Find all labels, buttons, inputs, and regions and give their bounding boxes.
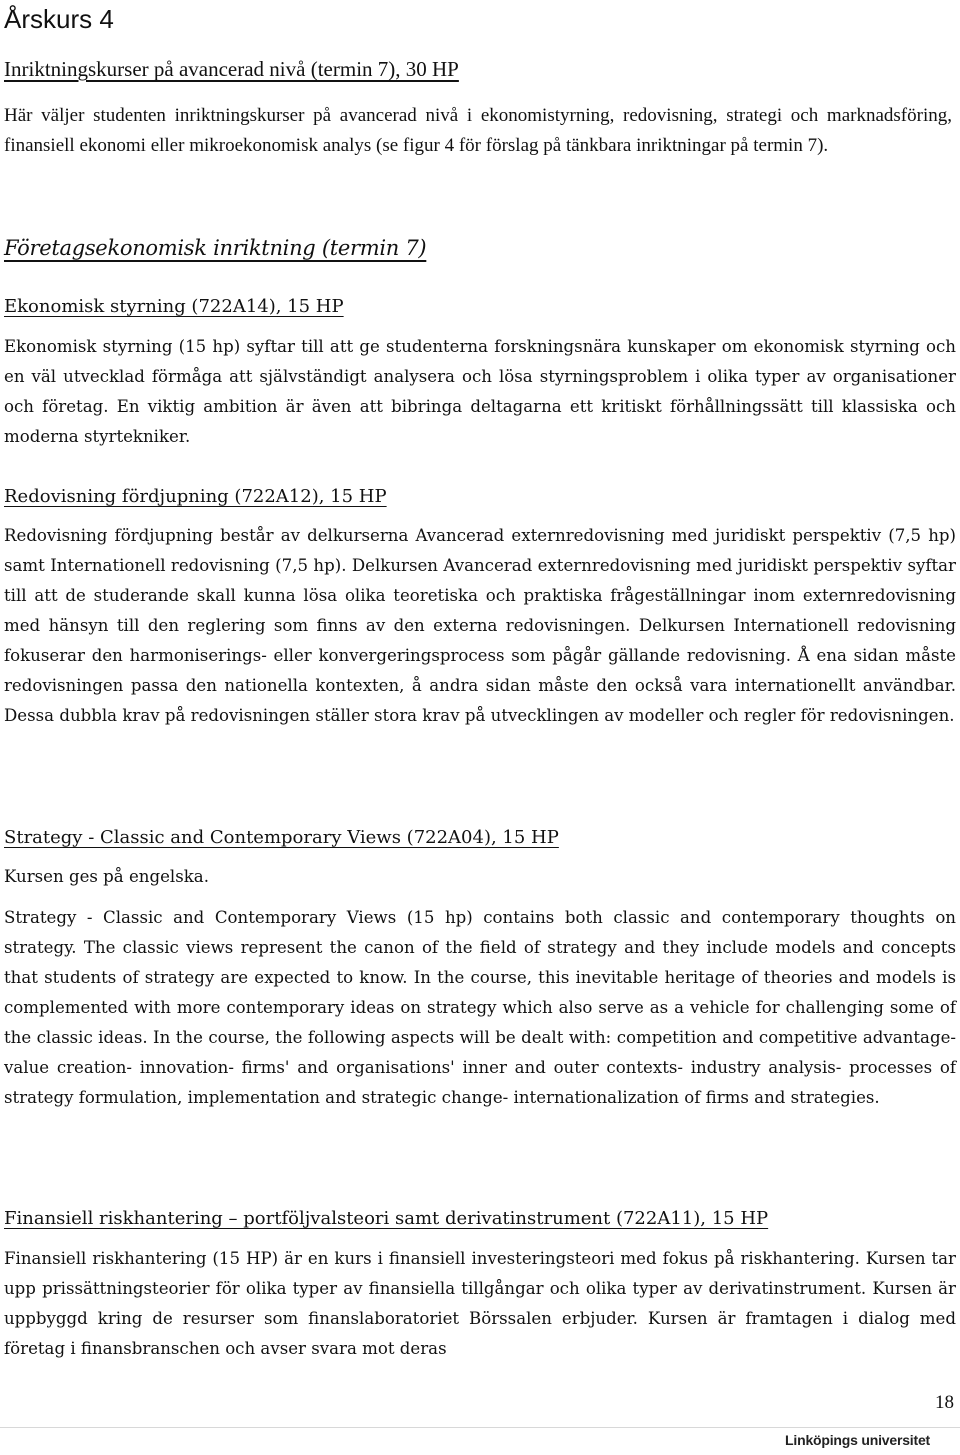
course-description-strategy: Strategy - Classic and Contemporary Views (15 hp) contains both classic and contemporary thoughts on strategy. The classic views represent the canon of the field of strategy and they include models and concepts that students of strategy are expected to know. In the course, this inevitable heritage of theories and models is complemented with more contemporary ideas on strategy which also serve as a vehicle for challenging some of the classic ideas. In the course, the following aspects will be dealt with: competition and competitive advantage- value creation- innovation- firms' and organisations' inner and outer contexts- industry analysis- processes of strategy formulation, implementation and strategic change- internationalization of firms and strategies. bbox=[4, 908, 956, 1107]
course-description-ekonomisk-styrning: Ekonomisk styrning (15 hp) syftar till att ge studenterna forskningsnära kunskaper om ekonomisk styrning och en väl utvecklad förmåga att självständigt analysera och lösa styrningsproblem i olika typer av organisationer och företag. En viktig ambition är även att bibringa deltagarna ett kritiskt förhållningssätt till klassiska och moderna styrtekniker. bbox=[4, 337, 956, 446]
track-heading: Företagsekonomisk inriktning (termin 7) bbox=[4, 236, 427, 260]
section-intro: Här väljer studenten inriktningskurser på avancerad nivå i ekonomistyrning, redovisning, strategi och marknadsföring, finansiell ekonomi eller mikroekonomisk analys (se figur 4 för förslag på tänkbara inriktningar på termin 7). bbox=[4, 105, 952, 156]
course-description-finansiell-riskhantering: Finansiell riskhantering (15 HP) är en kurs i finansiell investeringsteori med fokus på riskhantering. Kursen tar upp prissättningsteorier för olika typer av finansiella tillgångar och olika typer av derivatinstrument. Kursen är uppbyggd kring de resurser som finanslaboratoriet Börssalen erbjuder. Kursen är framtagen i dialog med företag i finansbranschen och avser svara mot deras bbox=[4, 1249, 956, 1358]
course-heading-finansiell-riskhantering: Finansiell riskhantering – portföljvalsteori samt derivatinstrument (722A11), 15 HP bbox=[4, 1208, 769, 1229]
course-heading-redovisning: Redovisning fördjupning (722A12), 15 HP bbox=[4, 486, 387, 507]
footer-divider bbox=[0, 1427, 960, 1428]
university-logo: Linköpings universitet bbox=[785, 1432, 930, 1448]
page-number: 18 bbox=[935, 1392, 954, 1413]
section-heading: Inriktningskurser på avancerad nivå (termin 7), 30 HP bbox=[4, 57, 459, 81]
course-language-note: Kursen ges på engelska. bbox=[4, 867, 209, 886]
course-heading-ekonomisk-styrning: Ekonomisk styrning (722A14), 15 HP bbox=[4, 296, 344, 317]
document-title: Årskurs 4 bbox=[4, 4, 114, 34]
course-description-redovisning: Redovisning fördjupning består av delkurserna Avancerad externredovisning med juridiskt perspektiv (7,5 hp) samt Internationell redovisning (7,5 hp). Delkursen Avancerad externredovisning med juridiskt perspektiv syftar till att de studerande skall kunna lösa olika teoretiska och praktiska frågeställningar inom externredovisning med hänsyn till den reglering som finns av den externa redovisningen. Delkursen Internationell redovisning fokuserar den harmoniserings- eller konvergeringsprocess som pågår gällande redovisning. Å ena sidan måste redovisningen passa den nationella kontexten, å andra sidan måste den också vara internationellt användbar. Dessa dubbla krav på redovisningen ställer stora krav på utvecklingen av modeller och regler för redovisningen. bbox=[4, 526, 956, 725]
course-heading-strategy: Strategy - Classic and Contemporary Views (722A04), 15 HP bbox=[4, 827, 559, 848]
